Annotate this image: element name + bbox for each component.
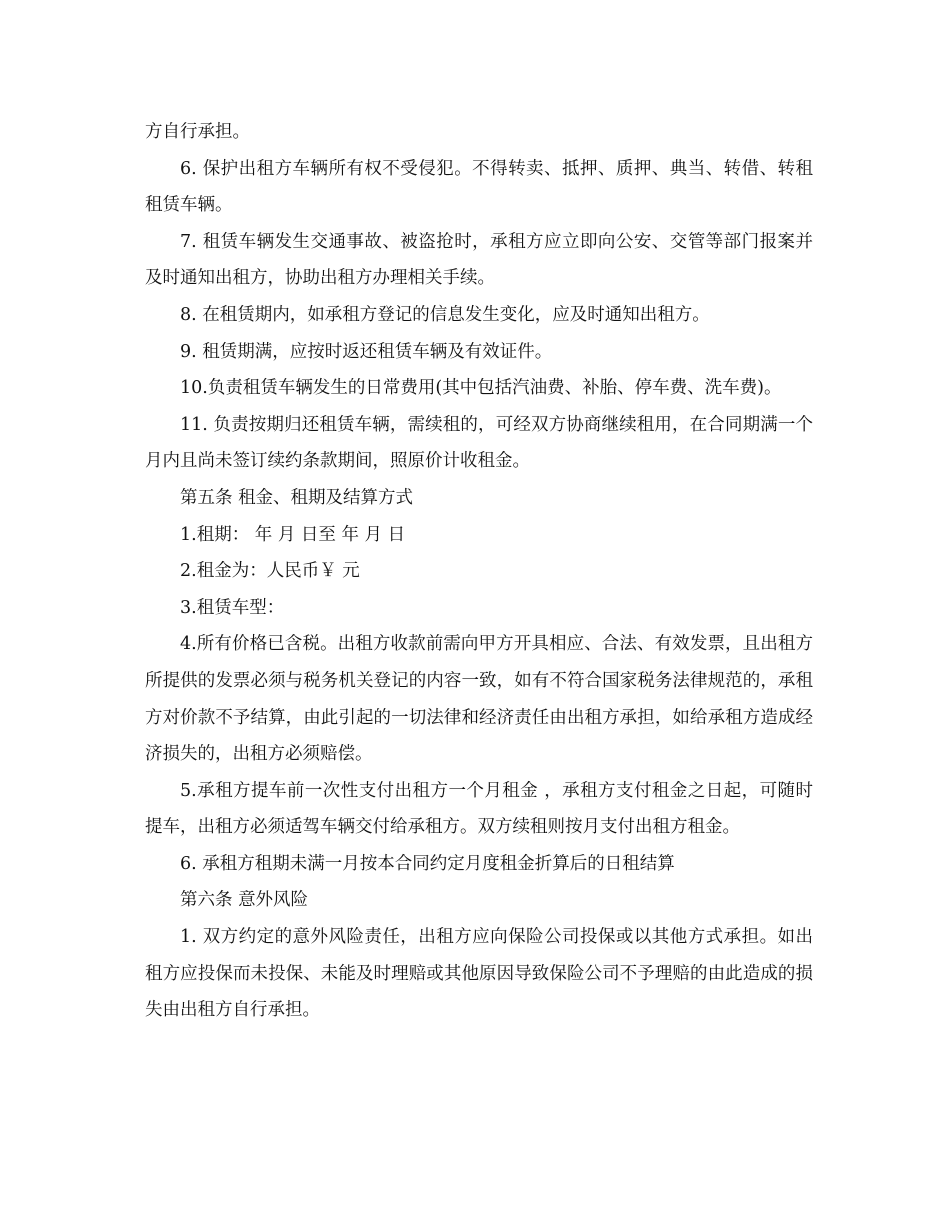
paragraph-clause-10: 10.负责租赁车辆发生的日常费用(其中包括汽油费、补胎、停车费、洗车费)。 bbox=[180, 378, 782, 399]
paragraph-tax-invoice: 4.所有价格已含税。出租方收款前需向甲方开具相应、合法、有效发票，且出租方所提供的发票必须与税务机关登记的内容一致，如有不符合国家税务法律规范的，承租方对价款不予结算，由此引起的一切法律和经济责任由出租方承担，如给承租方造成经济损失的，出租方必须赔偿。 bbox=[145, 634, 813, 765]
paragraph-clause-6: 6. 保护出租方车辆所有权不受侵犯。不得转卖、抵押、质押、典当、转借、转租租赁车辆。 bbox=[145, 158, 813, 216]
paragraph-clause-8: 8. 在租赁期内，如承租方登记的信息发生变化，应及时通知出租方。 bbox=[180, 304, 710, 325]
paragraph-lease-term: 1.租期： 年 月 日至 年 月 日 bbox=[180, 524, 406, 545]
section-heading-article-5: 第五条 租金、租期及结算方式 bbox=[180, 487, 414, 508]
paragraph-rent-amount: 2.租金为：人民币￥ 元 bbox=[180, 561, 360, 582]
paragraph-clause-9: 9. 租赁期满，应按时返还租赁车辆及有效证件。 bbox=[180, 341, 553, 362]
section-heading-article-6: 第六条 意外风险 bbox=[180, 890, 309, 911]
paragraph-payment: 5.承租方提车前一次性支付出租方一个月租金 ，承租方支付租金之日起，可随时提车，出租方必须适驾车辆交付给承租方。双方续租则按月支付出租方租金。 bbox=[145, 780, 813, 838]
paragraph-clause-7: 7. 租赁车辆发生交通事故、被盗抢时，承租方应立即向公安、交管等部门报案并及时通知出租方，协助出租方办理相关手续。 bbox=[145, 231, 813, 289]
paragraph-vehicle-model: 3.租赁车型： bbox=[180, 597, 285, 618]
paragraph-clause-11: 11. 负责按期归还租赁车辆，需续租的，可经双方协商继续租用，在合同期满一个月内且尚未签订续约条款期间，照原价计收租金。 bbox=[145, 414, 813, 472]
paragraph-daily-rent: 6. 承租方租期未满一月按本合同约定月度租金折算后的日租结算 bbox=[180, 853, 675, 874]
document-body bbox=[145, 114, 813, 1029]
paragraph-continuation: 方自行承担。 bbox=[145, 122, 250, 142]
paragraph-accident-risk: 1. 双方约定的意外风险责任，出租方应向保险公司投保或以其他方式承担。如出租方应投保而未投保、未能及时理赔或其他原因导致保险公司不予理赔的由此造成的损失由出租方自行承担。 bbox=[145, 927, 813, 1021]
